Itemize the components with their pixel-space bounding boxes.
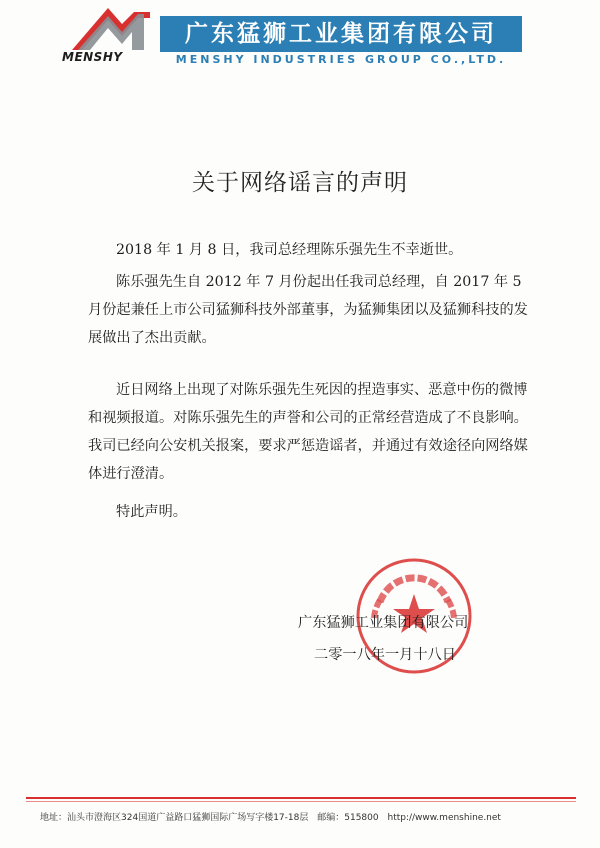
letterhead: [0, 0, 600, 80]
footer: [40, 810, 580, 823]
logo-wordmark: MENSHY: [62, 50, 123, 64]
company-name-chinese: 广东猛狮工业集团有限公司: [185, 21, 497, 47]
footer-divider: [26, 797, 576, 799]
footer-website[interactable]: http://www.menshine.net: [387, 813, 501, 823]
footer-divider-secondary: [26, 801, 576, 802]
paragraph-2: 陈乐强先生自 2012 年 7 月份起出任我司总经理，自 2017 年 5 月份起兼任上市公司猛狮科技外部董事，为猛狮集团以及猛狮科技的发展做出了杰出贡献。: [88, 274, 528, 346]
signature-date: 二零一八年一月十八日: [314, 647, 456, 663]
page-title: 关于网络谣言的声明: [192, 170, 408, 196]
paragraph-3: 近日网络上出现了对陈乐强先生死因的捏造事实、恶意中伤的微博和视频报道。对陈乐强先生的声誉和公司的正常经营造成了不良影响。我司已经向公安机关报案，要求严惩造谣者，并通过有效途径向网络媒体进行澄清。: [88, 382, 528, 482]
footer-postcode: 515800: [344, 813, 379, 823]
address-label: 地址：: [40, 813, 68, 823]
footer-address: 汕头市澄海区324国道广益路口猛狮国际广场写字楼17-18层: [67, 813, 309, 823]
signature-company: 广东猛狮工业集团有限公司: [298, 615, 469, 631]
company-name-english: MENSHY INDUSTRIES GROUP CO.,LTD.: [175, 53, 507, 66]
paragraph-4: 特此声明。: [116, 504, 187, 520]
postcode-label: 邮编：: [317, 813, 345, 823]
paragraph-1: 2018 年 1 月 8 日，我司总经理陈乐强先生不幸逝世。: [116, 242, 463, 258]
